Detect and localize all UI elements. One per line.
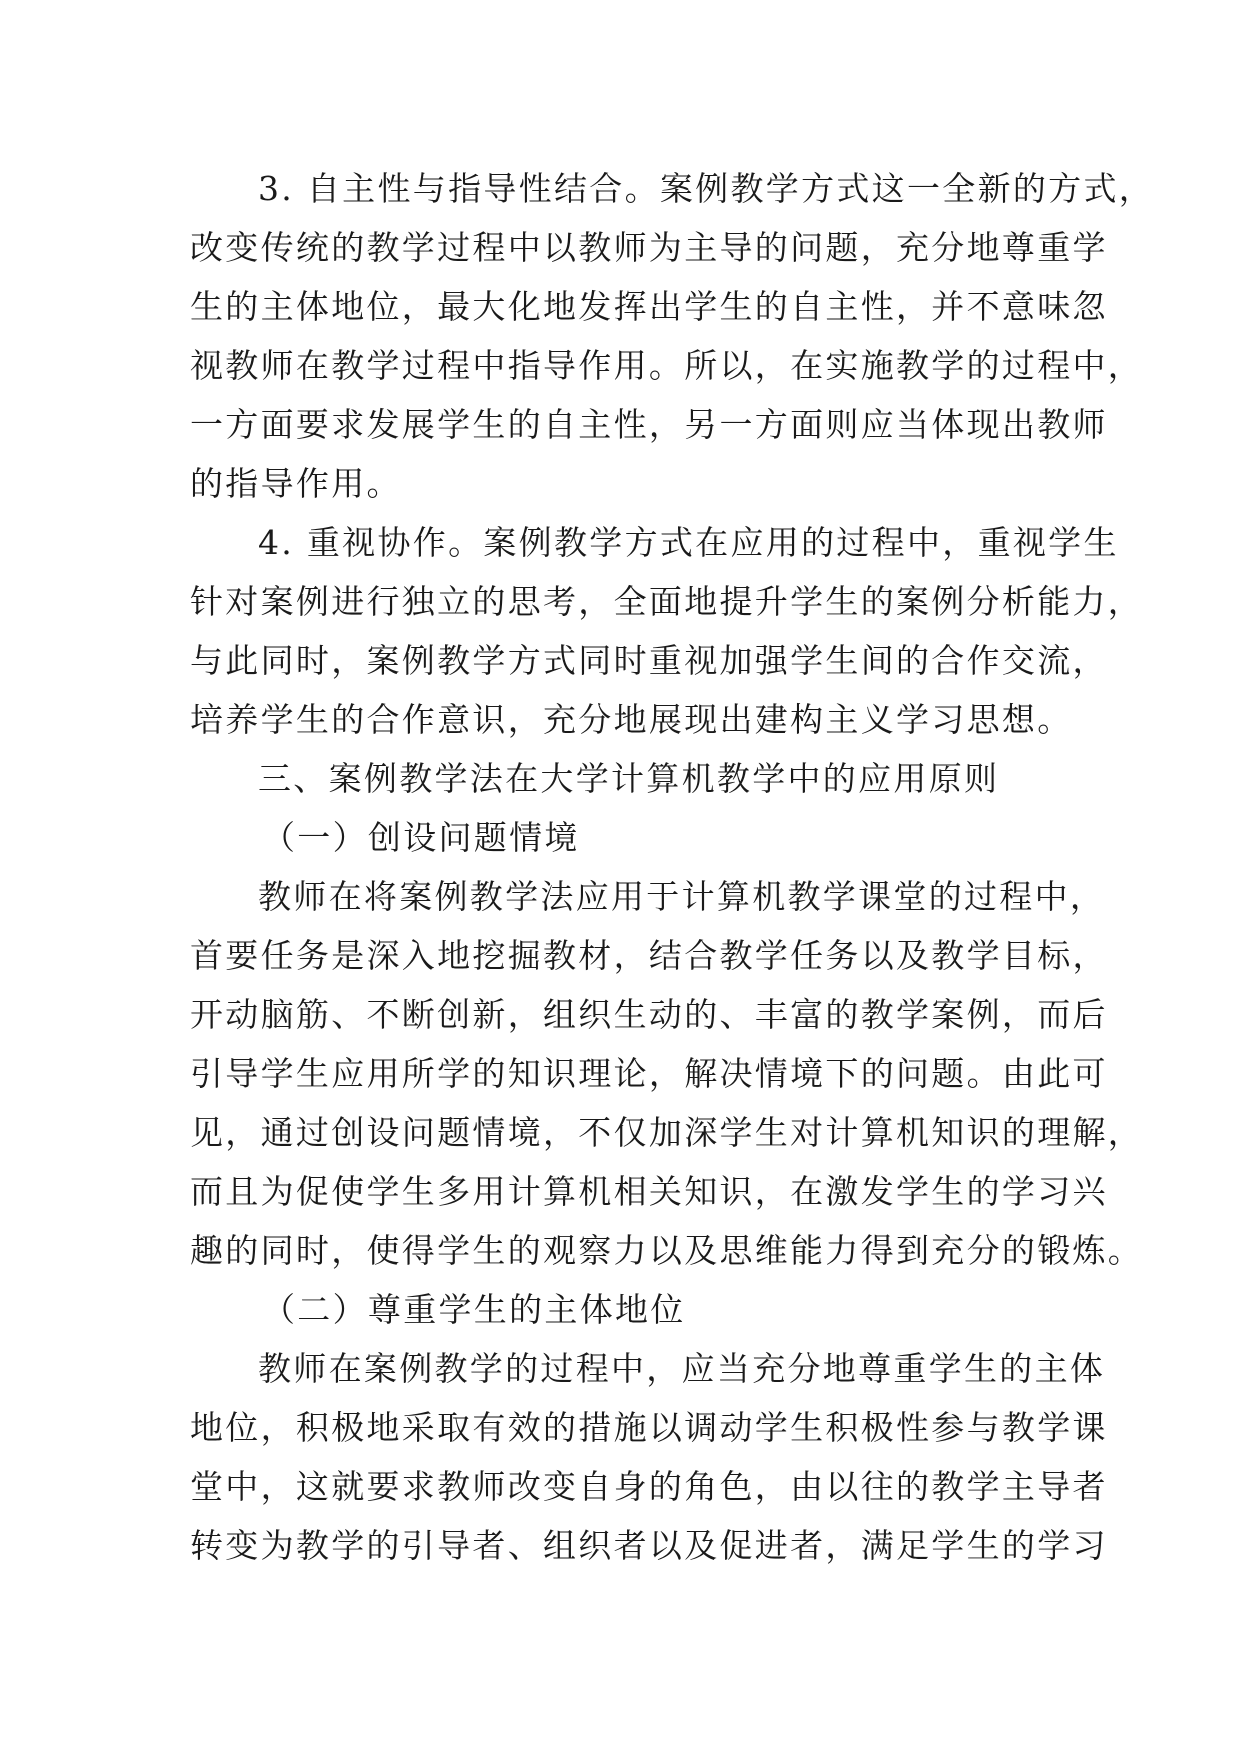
subsection-2-line-1: 教师在案例教学的过程中，应当充分地尊重学生的主体 bbox=[258, 1349, 1106, 1388]
subsection-1-line-7: 趣的同时，使得学生的观察力以及思维能力得到充分的锻炼。 bbox=[190, 1231, 1144, 1270]
paragraph-4-line-4: 培养学生的合作意识，充分地展现出建构主义学习思想。 bbox=[190, 700, 1073, 739]
paragraph-3-line-5: 一方面要求发展学生的自主性，另一方面则应当体现出教师 bbox=[190, 405, 1108, 444]
subsection-2-line-4: 转变为教学的引导者、组织者以及促进者，满足学生的学习 bbox=[190, 1526, 1108, 1565]
paragraph-3-line-1: 3. 自主性与指导性结合。案例教学方式这一全新的方式， bbox=[258, 169, 1155, 208]
subsection-1-line-5: 见，通过创设问题情境，不仅加深学生对计算机知识的理解， bbox=[190, 1113, 1144, 1152]
paragraph-4-line-2: 针对案例进行独立的思考，全面地提升学生的案例分析能力， bbox=[190, 582, 1144, 621]
section-heading-3: 三、案例教学法在大学计算机教学中的应用原则 bbox=[258, 759, 1000, 798]
paragraph-4-line-1: 4. 重视协作。案例教学方式在应用的过程中，重视学生 bbox=[258, 523, 1119, 562]
subsection-heading-2: （二）尊重学生的主体地位 bbox=[262, 1290, 686, 1329]
subsection-1-line-3: 开动脑筋、不断创新，组织生动的、丰富的教学案例，而后 bbox=[190, 995, 1108, 1034]
subsection-1-line-6: 而且为促使学生多用计算机相关知识，在激发学生的学习兴 bbox=[190, 1172, 1108, 1211]
paragraph-4-line-3: 与此同时，案例教学方式同时重视加强学生间的合作交流， bbox=[190, 641, 1108, 680]
paragraph-3-line-3: 生的主体地位，最大化地发挥出学生的自主性，并不意味忽 bbox=[190, 287, 1108, 326]
subsection-1-line-4: 引导学生应用所学的知识理论，解决情境下的问题。由此可 bbox=[190, 1054, 1108, 1093]
subsection-2-line-2: 地位，积极地采取有效的措施以调动学生积极性参与教学课 bbox=[190, 1408, 1108, 1447]
paragraph-3-line-4: 视教师在教学过程中指导作用。所以，在实施教学的过程中， bbox=[190, 346, 1144, 385]
subsection-heading-1: （一）创设问题情境 bbox=[262, 818, 580, 857]
subsection-1-line-1: 教师在将案例教学法应用于计算机教学课堂的过程中， bbox=[258, 877, 1106, 916]
paragraph-3-line-2: 改变传统的教学过程中以教师为主导的问题，充分地尊重学 bbox=[190, 228, 1108, 267]
paragraph-3-line-6: 的指导作用。 bbox=[190, 464, 402, 503]
subsection-1-line-2: 首要任务是深入地挖掘教材，结合教学任务以及教学目标， bbox=[190, 936, 1108, 975]
subsection-2-line-3: 堂中，这就要求教师改变自身的角色，由以往的教学主导者 bbox=[190, 1467, 1108, 1506]
